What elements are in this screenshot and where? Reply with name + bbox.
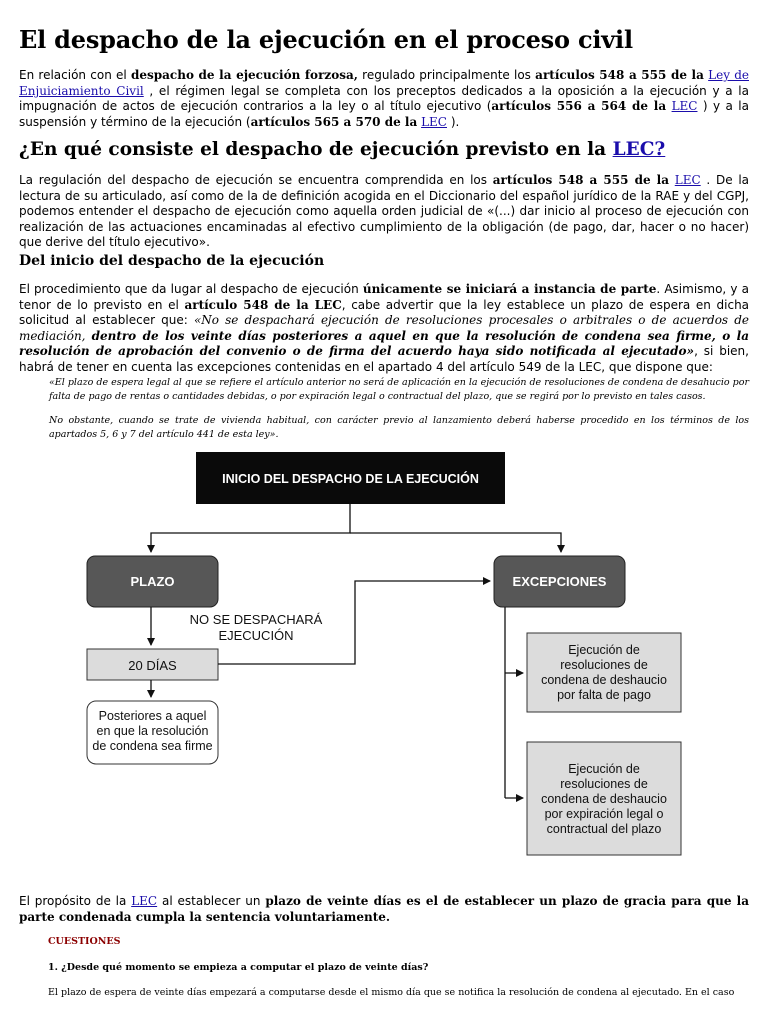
legal-quote-1: «El plazo de espera legal al que se refiere el artículo anterior no será de aplicación en la ejecución de resoluciones de condena de desahucio por falta de pago de rentas o cantidades debidas, o por expiración legal o contractual del plazo, que se regirá por lo previsto en tales casos. (49, 377, 749, 402)
intro-text-2: regulado principalmente los (357, 68, 536, 82)
legal-quote-2: No obstante, cuando se trate de vivienda habitual, con carácter previo al lanzamiento deberá haberse procedido en los términos de los apartados 5, 6 y 7 del artículo 441 de esta ley». (49, 415, 749, 440)
purpose-bold-1: plazo de veinte días es el de establecer un plazo de gracia para que la parte condenada cumpla la sentencia voluntariamente. (19, 894, 749, 924)
veinte-dias-label: 20 DÍAS (128, 658, 177, 673)
posteriores-label-line1: Posteriores a aquel (98, 709, 207, 723)
cuestiones-heading: CUESTIONES (48, 936, 121, 947)
section-heading-consiste (19, 139, 665, 160)
question-1: 1. ¿Desde qué momento se empieza a computar el plazo de veinte días? (48, 962, 429, 973)
purpose-paragraph (19, 894, 749, 925)
section2-bold-italic-1: dentro de los veinte días posteriores a aquel en que la resolución de condena sea firme, o la resolución de aprobación del convenio o de firma del acuerdo haya sido notificada al ejecutado» (19, 328, 749, 358)
purpose-text-1: El propósito de la (19, 894, 132, 908)
flow-diagram (0, 448, 768, 863)
section1-bold-1: artículos 548 a 555 de la (492, 173, 670, 187)
section2-bold-1: únicamente se iniciará a instancia de parte (362, 282, 657, 296)
exception-1-line1: Ejecución de (568, 643, 640, 657)
link-lec[interactable]: LEC (421, 114, 447, 129)
intro-text-3: , el régimen legal se completa con los preceptos dedicados a la oposición a la ejecución y a la impugnación de actos de ejecución contrarios a la ley o al título ejecutivo ( (19, 83, 749, 113)
intro-bold-3: artículos 556 a 564 de la (491, 99, 667, 113)
posteriores-label-line3: de condena sea firme (92, 739, 213, 753)
intro-text-1: En relación con el (19, 68, 131, 82)
answer-1: El plazo de espera de veinte días empezará a computarse desde el mismo día que se notifica la resolución de condena al ejecutado. En el caso (48, 987, 735, 998)
connector-to-excepciones (350, 533, 561, 552)
plazo-label: PLAZO (130, 574, 175, 589)
intro-paragraph (19, 68, 749, 130)
no-despachara-label-line2: EJECUCIÓN (218, 628, 294, 643)
exception-2-line5: contractual del plazo (546, 822, 662, 836)
section1-text-2: . De la lectura de su articulado, así como de la de definición acogida en el Diccionario del español jurídico de la RAE y del CGPJ, podemos entender el despacho de ejecución como aquella orden judicial de «(...) dar inicio al proceso de ejecución con realización de las actuaciones encaminadas al efectivo cumplimiento de la obligación (de pago, dar, hacer o no hacer) que derive del título ejecutivo». (19, 173, 750, 249)
exception-1-line4: por falta de pago (557, 688, 651, 702)
section-heading-text: ¿En qué consiste el despacho de ejecución previsto en la (19, 139, 613, 160)
link-lec[interactable]: LEC (674, 173, 701, 187)
exception-2-line1: Ejecución de (568, 762, 640, 776)
excepciones-label: EXCEPCIONES (512, 574, 607, 589)
section1-paragraph (19, 173, 749, 251)
link-lec[interactable]: LEC (131, 894, 158, 908)
exception-2-line4: por expiración legal o (544, 807, 664, 821)
posteriores-label-line2: en que la resolución (96, 724, 209, 738)
intro-bold-4: artículos 565 a 570 de la (250, 114, 418, 129)
link-lec-heading[interactable]: LEC? (612, 139, 666, 160)
section-heading-inicio: Del inicio del despacho de la ejecución (19, 253, 325, 269)
section2-text-3: , cabe advertir que la ley establece un plazo de espera en dicha solicitud al establecer que: (19, 297, 750, 327)
intro-text-5: ). (447, 114, 460, 129)
intro-bold-2: artículos 548 a 555 de la (535, 68, 704, 82)
section2-italic-1: «No se despachará ejecución de resoluciones procesales o arbitrales o de acuerdos de mediación, (19, 313, 749, 343)
exception-1-line2: resoluciones de (560, 658, 648, 672)
section2-bold-2: artículo 548 de la LEC (184, 297, 342, 312)
link-lec[interactable]: LEC (671, 99, 698, 113)
section1-text-1: La regulación del despacho de ejecución se encuentra comprendida en los (19, 173, 493, 187)
exception-2-line2: resoluciones de (560, 777, 648, 791)
section2-text-1: El procedimiento que da lugar al despacho de ejecución (19, 282, 363, 296)
section2-text-2: . Asimismo, y a tenor de lo previsto en el (19, 282, 749, 312)
connector-to-plazo (151, 504, 350, 552)
section2-text-4: , si bien, habrá de tener en cuenta las excepciones contenidas en el apartado 4 del artículo 549 de la LEC, que dispone que: (19, 344, 749, 374)
exception-1-line3: condena de deshaucio (541, 673, 667, 687)
purpose-text-2: al establecer un (157, 894, 266, 908)
no-despachara-label-line1: NO SE DESPACHARÁ (189, 612, 323, 627)
intro-text-4: ) y a la suspensión y término de la ejecución ( (19, 99, 749, 129)
intro-bold-1: despacho de la ejecución forzosa, (130, 68, 358, 82)
exception-2-line3: condena de deshaucio (541, 792, 667, 806)
link-ley-enjuiciamiento-civil[interactable]: Ley de Enjuiciamiento Civil (19, 68, 749, 98)
page-title: El despacho de la ejecución en el proceso civil (19, 25, 633, 54)
section2-paragraph (19, 282, 749, 375)
diagram-start-label: INICIO DEL DESPACHO DE LA EJECUCIÓN (222, 472, 479, 486)
